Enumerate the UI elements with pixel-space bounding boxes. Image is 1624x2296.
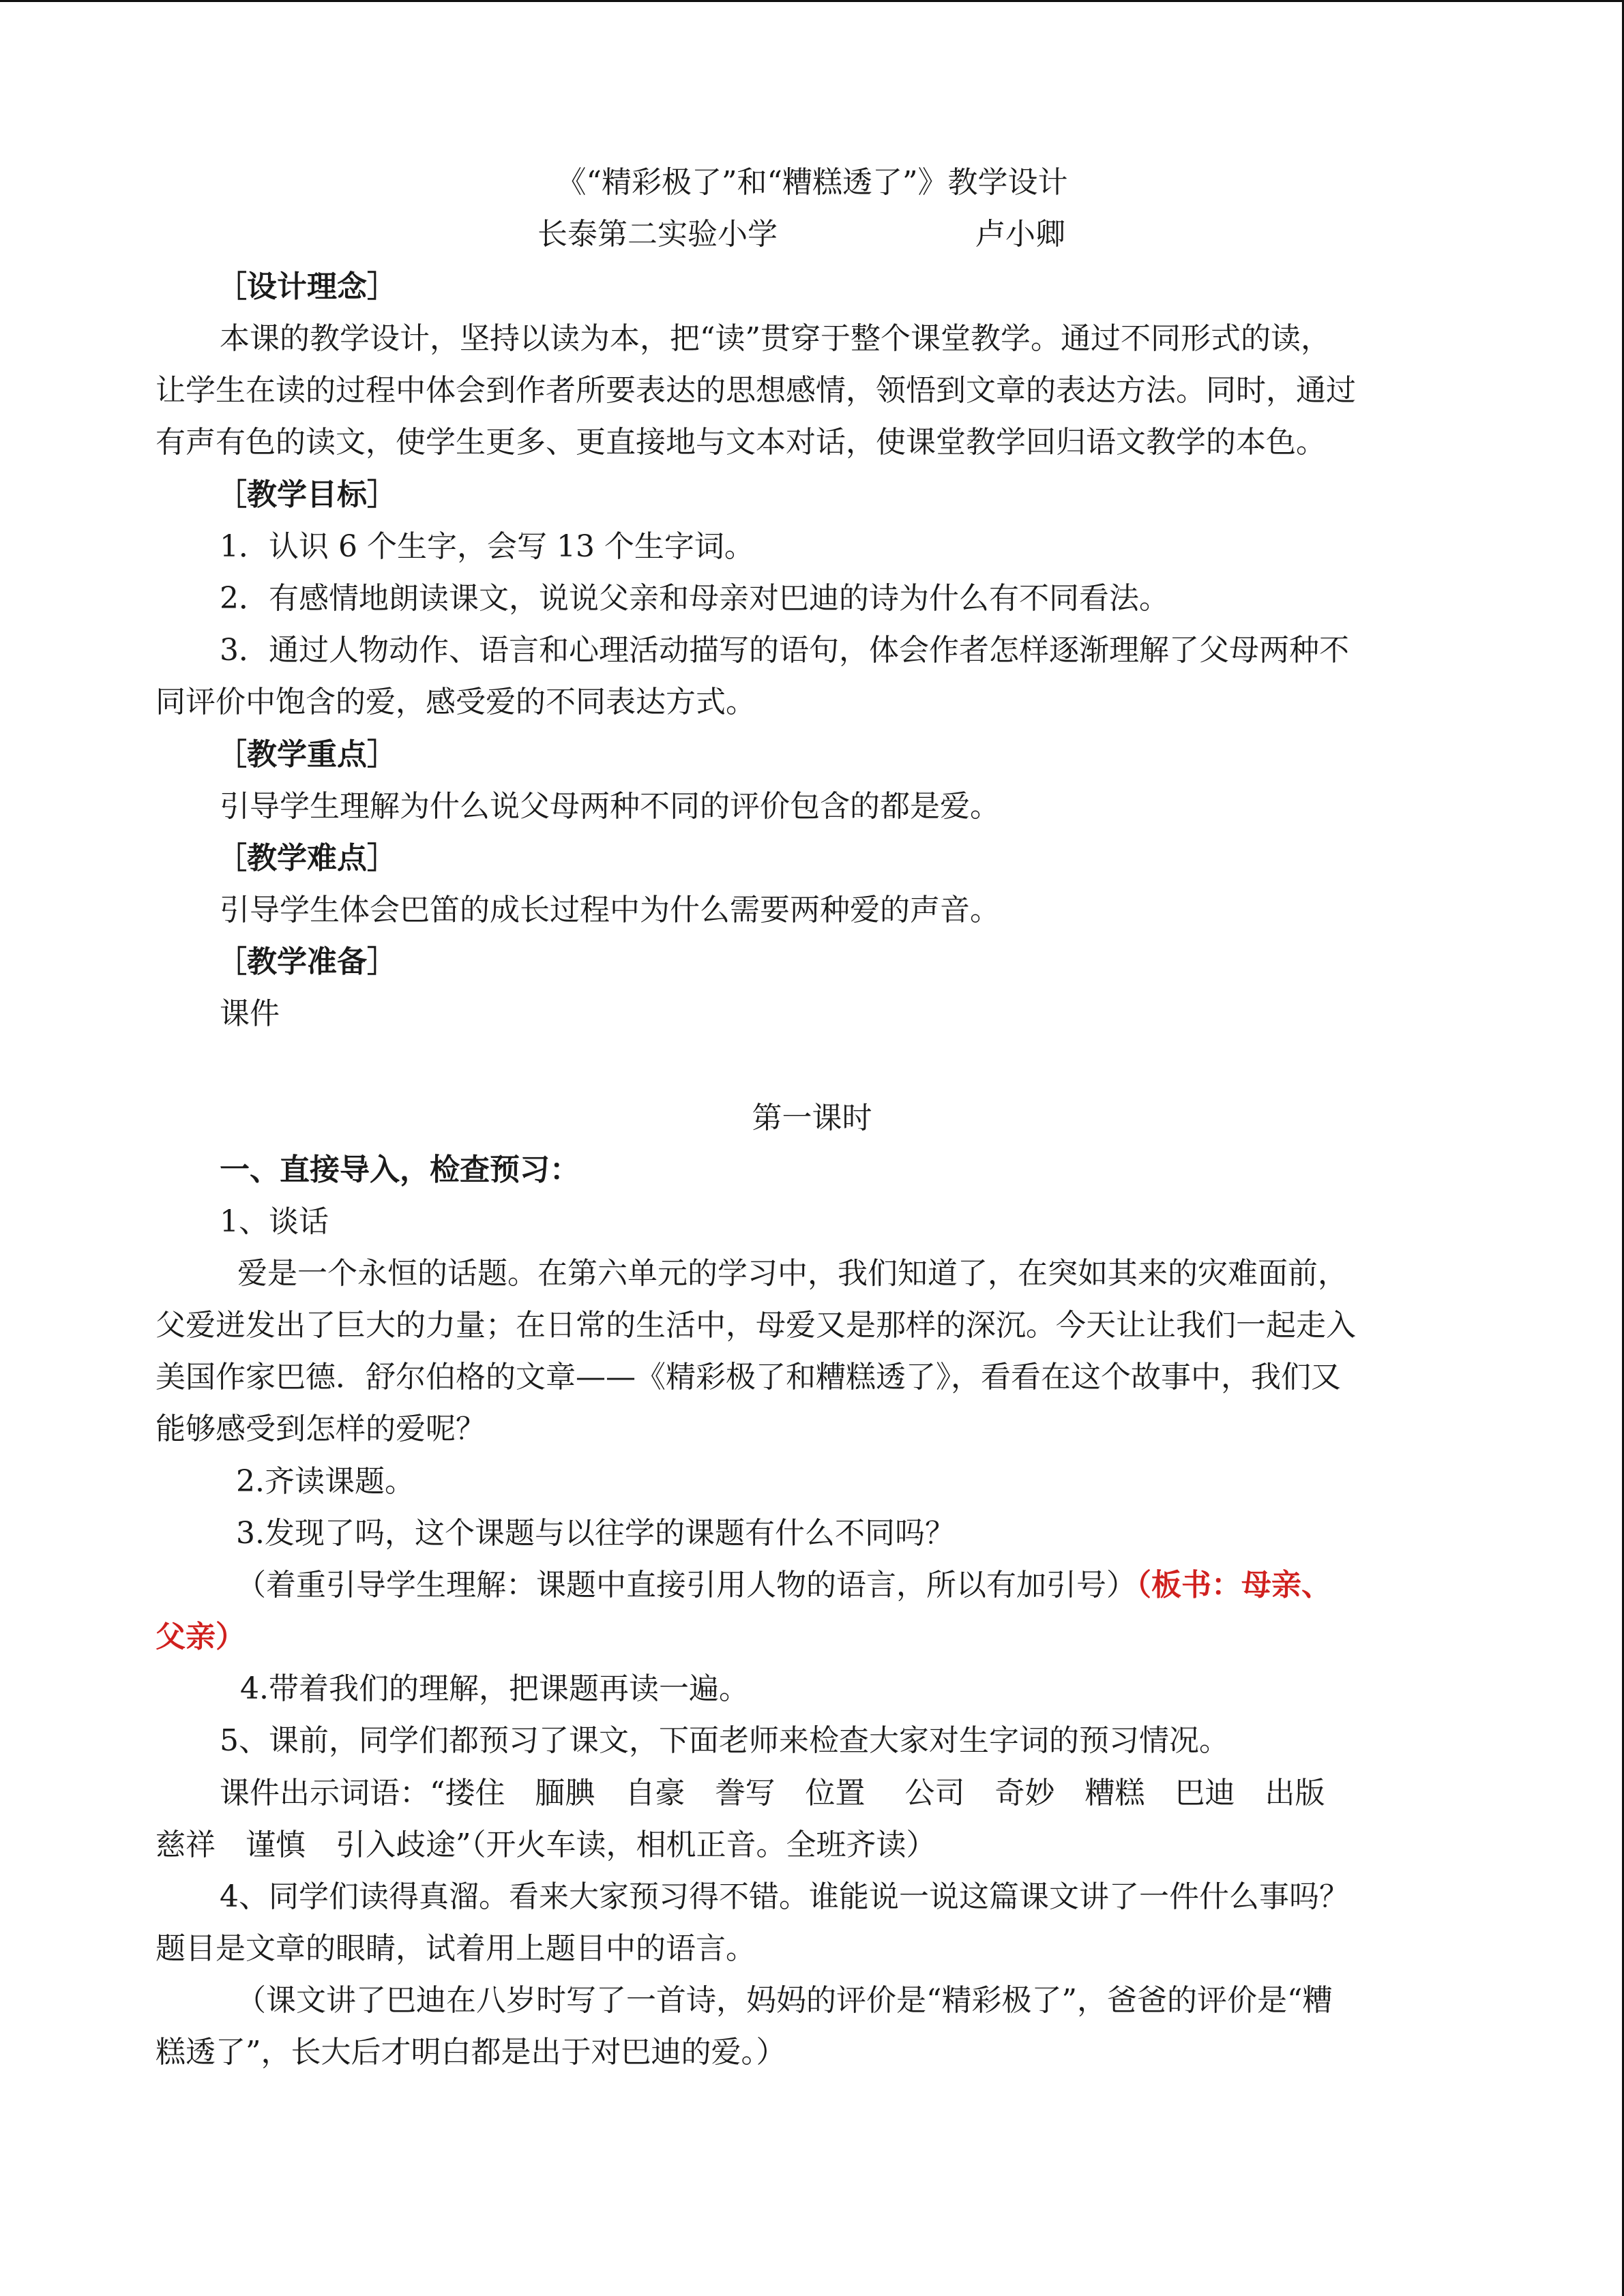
talk-line: 父爱迸发出了巨大的力量；在日常的生活中，母爱又是那样的深沉。今天让让我们一起走入 xyxy=(156,1308,1356,1343)
idea-line: 有声有色的读文，使学生更多、更直接地与文本对话，使课堂教学回归语文教学的本色。 xyxy=(156,425,1326,460)
author-name: 卢小卿 xyxy=(975,217,1065,252)
step-3-note: （着重引导学生理解：课题中直接引用人物的语言，所以有加引号） xyxy=(236,1568,1136,1602)
talk-label: 1、谈话 xyxy=(220,1204,329,1239)
step-3-note-row xyxy=(236,1565,1331,1606)
key-point-text: 引导学生理解为什么说父母两种不同的评价包含的都是爱。 xyxy=(220,789,1000,824)
part1-heading: 一、直接导入，检查预习： xyxy=(220,1152,580,1187)
school-name: 长泰第二实验小学 xyxy=(537,217,778,252)
vocabulary-line: 课件出示词语：“搂住 腼腆 自豪 誊写 位置 公司 奇妙 糟糕 巴迪 出版 xyxy=(220,1776,1325,1810)
section-heading-key: ［教学重点］ xyxy=(217,737,397,772)
summary-line-continued: 糕透了”，长大后才明白都是出于对巴迪的爱。） xyxy=(156,2035,786,2070)
page-border-top xyxy=(0,0,1624,2)
section-heading-difficulty: ［教学难点］ xyxy=(217,841,397,876)
idea-line: 让学生在读的过程中体会到作者所要表达的思想感情，领悟到文章的表达方法。同时，通过 xyxy=(156,373,1356,408)
step-5: 5、课前，同学们都预习了课文，下面老师来检查大家对生字词的预习情况。 xyxy=(220,1723,1229,1758)
summary-line: （课文讲了巴迪在八岁时写了一首诗，妈妈的评价是“精彩极了”，爸爸的评价是“糟 xyxy=(236,1983,1333,2018)
step-4: 4.带着我们的理解，把课题再读一遍。 xyxy=(240,1671,749,1706)
idea-line: 本课的教学设计，坚持以读为本，把“读”贯穿于整个课堂教学。通过不同形式的读， xyxy=(220,321,1331,356)
board-writing-continued: 父亲） xyxy=(156,1620,246,1654)
goal-item-continued: 同评价中饱含的爱，感受爱的不同表达方式。 xyxy=(156,685,756,719)
talk-line: 能够感受到怎样的爱呢？ xyxy=(156,1412,486,1446)
document-title: 《“精彩极了”和“糟糕透了”》教学设计 xyxy=(556,165,1068,200)
step-4b-continued: 题目是文章的眼睛，试着用上题目中的语言。 xyxy=(156,1931,756,1966)
prep-text: 课件 xyxy=(220,996,280,1031)
difficulty-text: 引导学生体会巴笛的成长过程中为什么需要两种爱的声音。 xyxy=(220,893,1000,927)
goal-item: 3．通过人物动作、语言和心理活动描写的语句，体会作者怎样逐渐理解了父母两种不 xyxy=(220,633,1349,668)
section-heading-idea: ［设计理念］ xyxy=(217,269,397,304)
step-2: 2.齐读课题。 xyxy=(236,1464,415,1499)
board-writing: （板书：母亲、 xyxy=(1136,1568,1331,1602)
step-4b: 4、同学们读得真溜。看来大家预习得不错。谁能说一说这篇课文讲了一件什么事吗？ xyxy=(220,1879,1349,1914)
step-3: 3.发现了吗，这个课题与以往学的课题有什么不同吗？ xyxy=(236,1516,955,1551)
talk-line: 爱是一个永恒的话题。在第六单元的学习中，我们知道了，在突如其来的灾难面前， xyxy=(237,1256,1348,1291)
vocabulary-line-continued: 慈祥 谨慎 引入歧途”（开火车读，相机正音。全班齐读） xyxy=(156,1828,936,1862)
section-heading-goals: ［教学目标］ xyxy=(217,477,397,512)
talk-line: 美国作家巴德．舒尔伯格的文章——《精彩极了和糟糕透了》，看看在这个故事中，我们又 xyxy=(156,1360,1341,1395)
section-heading-prep: ［教学准备］ xyxy=(217,944,397,979)
lesson-title: 第一课时 xyxy=(752,1101,872,1135)
goal-item: 2．有感情地朗读课文，说说父亲和母亲对巴迪的诗为什么有不同看法。 xyxy=(220,581,1169,616)
goal-item: 1．认识 6 个生字，会写 13 个生字词。 xyxy=(220,529,754,564)
